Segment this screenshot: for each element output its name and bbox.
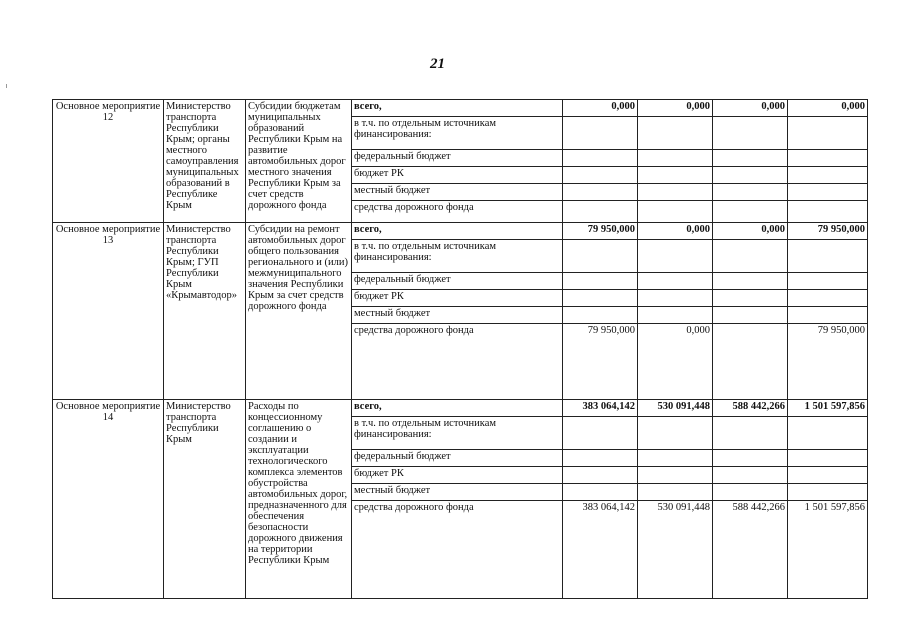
value-year3-cell <box>713 240 788 273</box>
value-year2-cell <box>638 450 713 467</box>
value-year3-cell <box>713 450 788 467</box>
description-cell: Субсидии бюджетам муниципальных образований Республики Крым на развитие автомобильных дорог местного значения Республики Крым за счет средств дорожного фонда <box>246 100 352 223</box>
budget-table-body <box>53 100 868 599</box>
value-total-cell <box>788 201 868 223</box>
description-cell: Расходы по концессионному соглашению о создании и эксплуатации технологического комплекса элементов обустройства автомобильных дорог, предназначенного для обеспечения безопасности дорожного движения на территории Республики Крым <box>246 400 352 599</box>
value-year2-cell: 0,000 <box>638 100 713 117</box>
value-total-cell <box>788 290 868 307</box>
executor-cell: Министерство транспорта Республики Крым <box>164 400 246 599</box>
source-label-cell: средства дорожного фонда <box>352 501 563 599</box>
value-total-cell <box>788 467 868 484</box>
value-year3-cell <box>713 290 788 307</box>
value-year1-cell <box>563 240 638 273</box>
value-year3-cell <box>713 467 788 484</box>
value-total-cell: 1 501 597,856 <box>788 400 868 417</box>
value-year1-cell: 79 950,000 <box>563 223 638 240</box>
value-year3-cell <box>713 201 788 223</box>
source-label-cell: бюджет РК <box>352 290 563 307</box>
value-year1-cell <box>563 307 638 324</box>
value-year2-cell <box>638 117 713 150</box>
source-label-cell: федеральный бюджет <box>352 450 563 467</box>
source-label-cell: местный бюджет <box>352 484 563 501</box>
value-year3-cell <box>713 417 788 450</box>
value-year1-cell <box>563 184 638 201</box>
value-total-cell: 79 950,000 <box>788 223 868 240</box>
source-label-cell: средства дорожного фонда <box>352 201 563 223</box>
value-year2-cell <box>638 167 713 184</box>
value-year3-cell: 0,000 <box>713 223 788 240</box>
value-year1-cell <box>563 167 638 184</box>
value-year1-cell: 383 064,142 <box>563 400 638 417</box>
event-cell: Основное мероприятие 13 <box>53 223 164 400</box>
value-total-cell: 79 950,000 <box>788 324 868 400</box>
table-row <box>53 400 868 417</box>
value-total-cell <box>788 184 868 201</box>
value-year3-cell: 0,000 <box>713 100 788 117</box>
value-year1-cell <box>563 201 638 223</box>
value-year2-cell <box>638 240 713 273</box>
value-year1-cell: 383 064,142 <box>563 501 638 599</box>
value-year3-cell: 588 442,266 <box>713 501 788 599</box>
value-year2-cell <box>638 150 713 167</box>
value-year3-cell: 588 442,266 <box>713 400 788 417</box>
value-year3-cell <box>713 307 788 324</box>
value-year1-cell <box>563 117 638 150</box>
table-row <box>53 223 868 240</box>
value-year1-cell <box>563 467 638 484</box>
event-cell: Основное мероприятие 12 <box>53 100 164 223</box>
value-year2-cell <box>638 290 713 307</box>
value-year1-cell <box>563 450 638 467</box>
value-total-cell <box>788 307 868 324</box>
value-year2-cell: 530 091,448 <box>638 400 713 417</box>
source-label-cell: местный бюджет <box>352 184 563 201</box>
value-year3-cell <box>713 184 788 201</box>
source-label-cell: всего, <box>352 223 563 240</box>
value-total-cell <box>788 117 868 150</box>
value-year2-cell <box>638 484 713 501</box>
value-year1-cell <box>563 484 638 501</box>
executor-cell: Министерство транспорта Республики Крым; ГУП Республики Крым «Крымавтодор» <box>164 223 246 400</box>
value-total-cell: 0,000 <box>788 100 868 117</box>
event-cell: Основное мероприятие 14 <box>53 400 164 599</box>
executor-cell: Министерство транспорта Республики Крым; органы местного самоуправления муниципальных образований в Республике Крым <box>164 100 246 223</box>
value-year2-cell <box>638 417 713 450</box>
value-total-cell <box>788 167 868 184</box>
value-year3-cell <box>713 324 788 400</box>
value-year2-cell <box>638 184 713 201</box>
source-label-cell: бюджет РК <box>352 167 563 184</box>
value-year1-cell: 0,000 <box>563 100 638 117</box>
source-label-cell: федеральный бюджет <box>352 273 563 290</box>
value-year2-cell <box>638 307 713 324</box>
source-label-cell: в т.ч. по отдельным источникам финансирования: <box>352 417 563 450</box>
value-year2-cell <box>638 273 713 290</box>
value-year3-cell <box>713 150 788 167</box>
value-total-cell <box>788 273 868 290</box>
value-year3-cell <box>713 117 788 150</box>
value-year1-cell <box>563 417 638 450</box>
value-year3-cell <box>713 167 788 184</box>
value-total-cell <box>788 150 868 167</box>
source-label-cell: средства дорожного фонда <box>352 324 563 400</box>
value-year2-cell: 0,000 <box>638 223 713 240</box>
source-label-cell: местный бюджет <box>352 307 563 324</box>
source-label-cell: в т.ч. по отдельным источникам финансирования: <box>352 117 563 150</box>
value-year1-cell: 79 950,000 <box>563 324 638 400</box>
value-year3-cell <box>713 484 788 501</box>
source-label-cell: федеральный бюджет <box>352 150 563 167</box>
value-year2-cell <box>638 201 713 223</box>
value-year1-cell <box>563 290 638 307</box>
source-label-cell: всего, <box>352 100 563 117</box>
description-cell: Субсидии на ремонт автомобильных дорог общего пользования регионального и (или) межмуниципального значения Республики Крым за счет средств дорожного фонда <box>246 223 352 400</box>
source-label-cell: бюджет РК <box>352 467 563 484</box>
value-year2-cell <box>638 467 713 484</box>
value-total-cell: 1 501 597,856 <box>788 501 868 599</box>
value-total-cell <box>788 450 868 467</box>
value-year3-cell <box>713 273 788 290</box>
source-label-cell: всего, <box>352 400 563 417</box>
value-year1-cell <box>563 273 638 290</box>
value-year2-cell: 0,000 <box>638 324 713 400</box>
table-row <box>53 100 868 117</box>
scan-artifact <box>6 84 10 88</box>
page-number: 21 <box>430 56 445 72</box>
source-label-cell: в т.ч. по отдельным источникам финансирования: <box>352 240 563 273</box>
value-total-cell <box>788 417 868 450</box>
value-total-cell <box>788 240 868 273</box>
value-year2-cell: 530 091,448 <box>638 501 713 599</box>
budget-table <box>52 99 868 599</box>
value-year1-cell <box>563 150 638 167</box>
value-total-cell <box>788 484 868 501</box>
